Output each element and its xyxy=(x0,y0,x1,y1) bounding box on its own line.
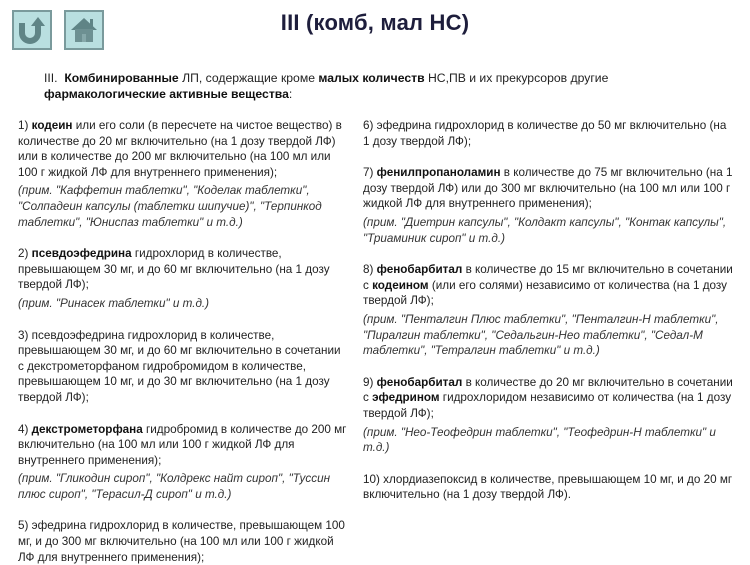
right-column xyxy=(363,118,733,503)
item-number: 7) xyxy=(363,166,377,180)
item-text: в количестве до 75 мг включительно (на 1 дозу твердой ЛФ) или до 300 мг включительно (на 100 мл или 100 г жидкой ЛФ для внутреннего применения); xyxy=(363,166,733,211)
list-item-8 xyxy=(363,262,733,359)
substance-name: эфедрином xyxy=(372,391,440,405)
example-note: (прим. "Нео-Теофедрин таблетки", "Теофедрин-Н таблетки" и т.д.) xyxy=(363,425,716,455)
intro-bold-small-amounts: малых количеств xyxy=(318,71,425,85)
example-note: (прим. "Гликодин сироп", "Колдрекс найт сироп", "Туссин плюс сироп", "Терасил-Д сироп" и т.д.) xyxy=(18,472,330,501)
item-number: 5) xyxy=(18,519,32,533)
list-item-7 xyxy=(363,165,733,246)
item-text: гидрохлоридом независимо от количества (на 1 дозу твердой ЛФ); xyxy=(363,391,732,420)
intro-text: : xyxy=(288,87,293,101)
item-text: гидрохлорид в количестве, превышающем 30 мг, и до 60 мг включительно (на 1 дозу твердой ЛФ); xyxy=(18,247,330,292)
list-item-9 xyxy=(363,375,733,456)
substance-name: псевдоэфедрина xyxy=(31,247,132,261)
item-number: 9) xyxy=(363,375,377,389)
example-note: (прим. "Каффетин таблетки", "Коделак таблетки", "Солпадеин капсулы (таблетки шипучие)", "Терпинкод таблетки", "Юниспаз таблетки" и т.д.) xyxy=(18,184,322,229)
intro-bold-combined: Комбинированные xyxy=(64,71,179,85)
item-text: гидробромид в количестве до 200 мг включительно (на 100 мл или 100 г жидкой ЛФ для внутреннего применения); xyxy=(18,422,347,467)
substance-name: декстрометорфана xyxy=(31,422,143,436)
list-item-10 xyxy=(363,472,733,503)
item-number: 4) xyxy=(18,422,32,436)
item-text: в количестве до 20 мг включительно в сочетании с xyxy=(363,375,733,405)
item-number: 2) xyxy=(18,247,32,261)
substance-name: фенобарбитал xyxy=(376,375,463,389)
substance-name: кодеином xyxy=(372,278,429,292)
item-text: псевдоэфедрина гидрохлорид в количестве, превышающем 30 мг, и до 60 мг включительно в сочетании с декстрометорфаном гидробромидом в количестве, превышающем 10 мг, и до 30 мг включительно (на 1 дозу твердой ЛФ); xyxy=(18,328,341,404)
intro-text: ЛП, содержащие кроме xyxy=(178,71,319,85)
intro-bold-active-substances: фармакологические активные вещества xyxy=(44,87,289,101)
list-item-3 xyxy=(18,328,348,406)
item-text: эфедрина гидрохлорид в количестве, превышающем 100 мг, и до 300 мг включительно (на 100 мл или 100 г жидкой ЛФ для внутреннего применения); xyxy=(18,519,345,564)
item-text: или его соли (в пересчете на чистое вещество) в количестве до 20 мг включительно (на 1 дозу твердой ЛФ) или в количестве до 200 мг включительно (на 100 мл или 100 г жидкой ЛФ для внутреннего применения); xyxy=(18,119,342,179)
page-title: III (комб, мал НС) xyxy=(280,10,470,35)
item-text: в количестве до 15 мг включительно в сочетании с xyxy=(363,263,733,292)
example-note: (прим. "Диетрин капсулы", "Колдакт капсулы", "Контак капсулы", "Триаминик сироп" и т.д.) xyxy=(363,215,727,245)
list-item-4 xyxy=(18,422,348,503)
item-text: эфедрина гидрохлорид в количестве до 50 мг включительно (на 1 дозу твердой ЛФ); xyxy=(363,119,727,148)
item-text: хлордиазепоксид в количестве, превышающем 10 мг, и до 20 мг включительно (на 1 дозу твердой ЛФ). xyxy=(363,472,733,502)
section-numeral: III. xyxy=(44,71,58,85)
intro-paragraph xyxy=(44,70,644,102)
list-item-1 xyxy=(18,118,348,230)
item-text: (или его солями) независимо от количества (на 1 дозу твердой ЛФ); xyxy=(363,278,728,308)
example-note: (прим. "Пенталгин Плюс таблетки", "Пенталгин-Н таблетки", "Пиралгин таблетки", "Седальгин-Нео таблетки", "Седал-М таблетки", "Тетралгин таблетки" и т.д.) xyxy=(363,312,719,358)
item-number: 10) xyxy=(363,472,384,486)
example-note: (прим. "Ринасек таблетки" и т.д.) xyxy=(18,296,210,310)
substance-name: кодеин xyxy=(31,119,73,132)
list-item-6 xyxy=(363,118,733,149)
substance-name: фенилпропаноламин xyxy=(376,166,501,180)
intro-text: НС,ПВ и их прекурсоров другие xyxy=(424,71,609,85)
item-number: 1) xyxy=(18,119,32,132)
item-number: 8) xyxy=(363,263,377,277)
list-item-2 xyxy=(18,246,348,311)
item-number: 6) xyxy=(363,119,377,132)
item-number: 3) xyxy=(18,328,32,342)
list-item-5 xyxy=(18,518,348,565)
substance-name: фенобарбитал xyxy=(376,263,463,277)
left-column xyxy=(18,118,348,565)
